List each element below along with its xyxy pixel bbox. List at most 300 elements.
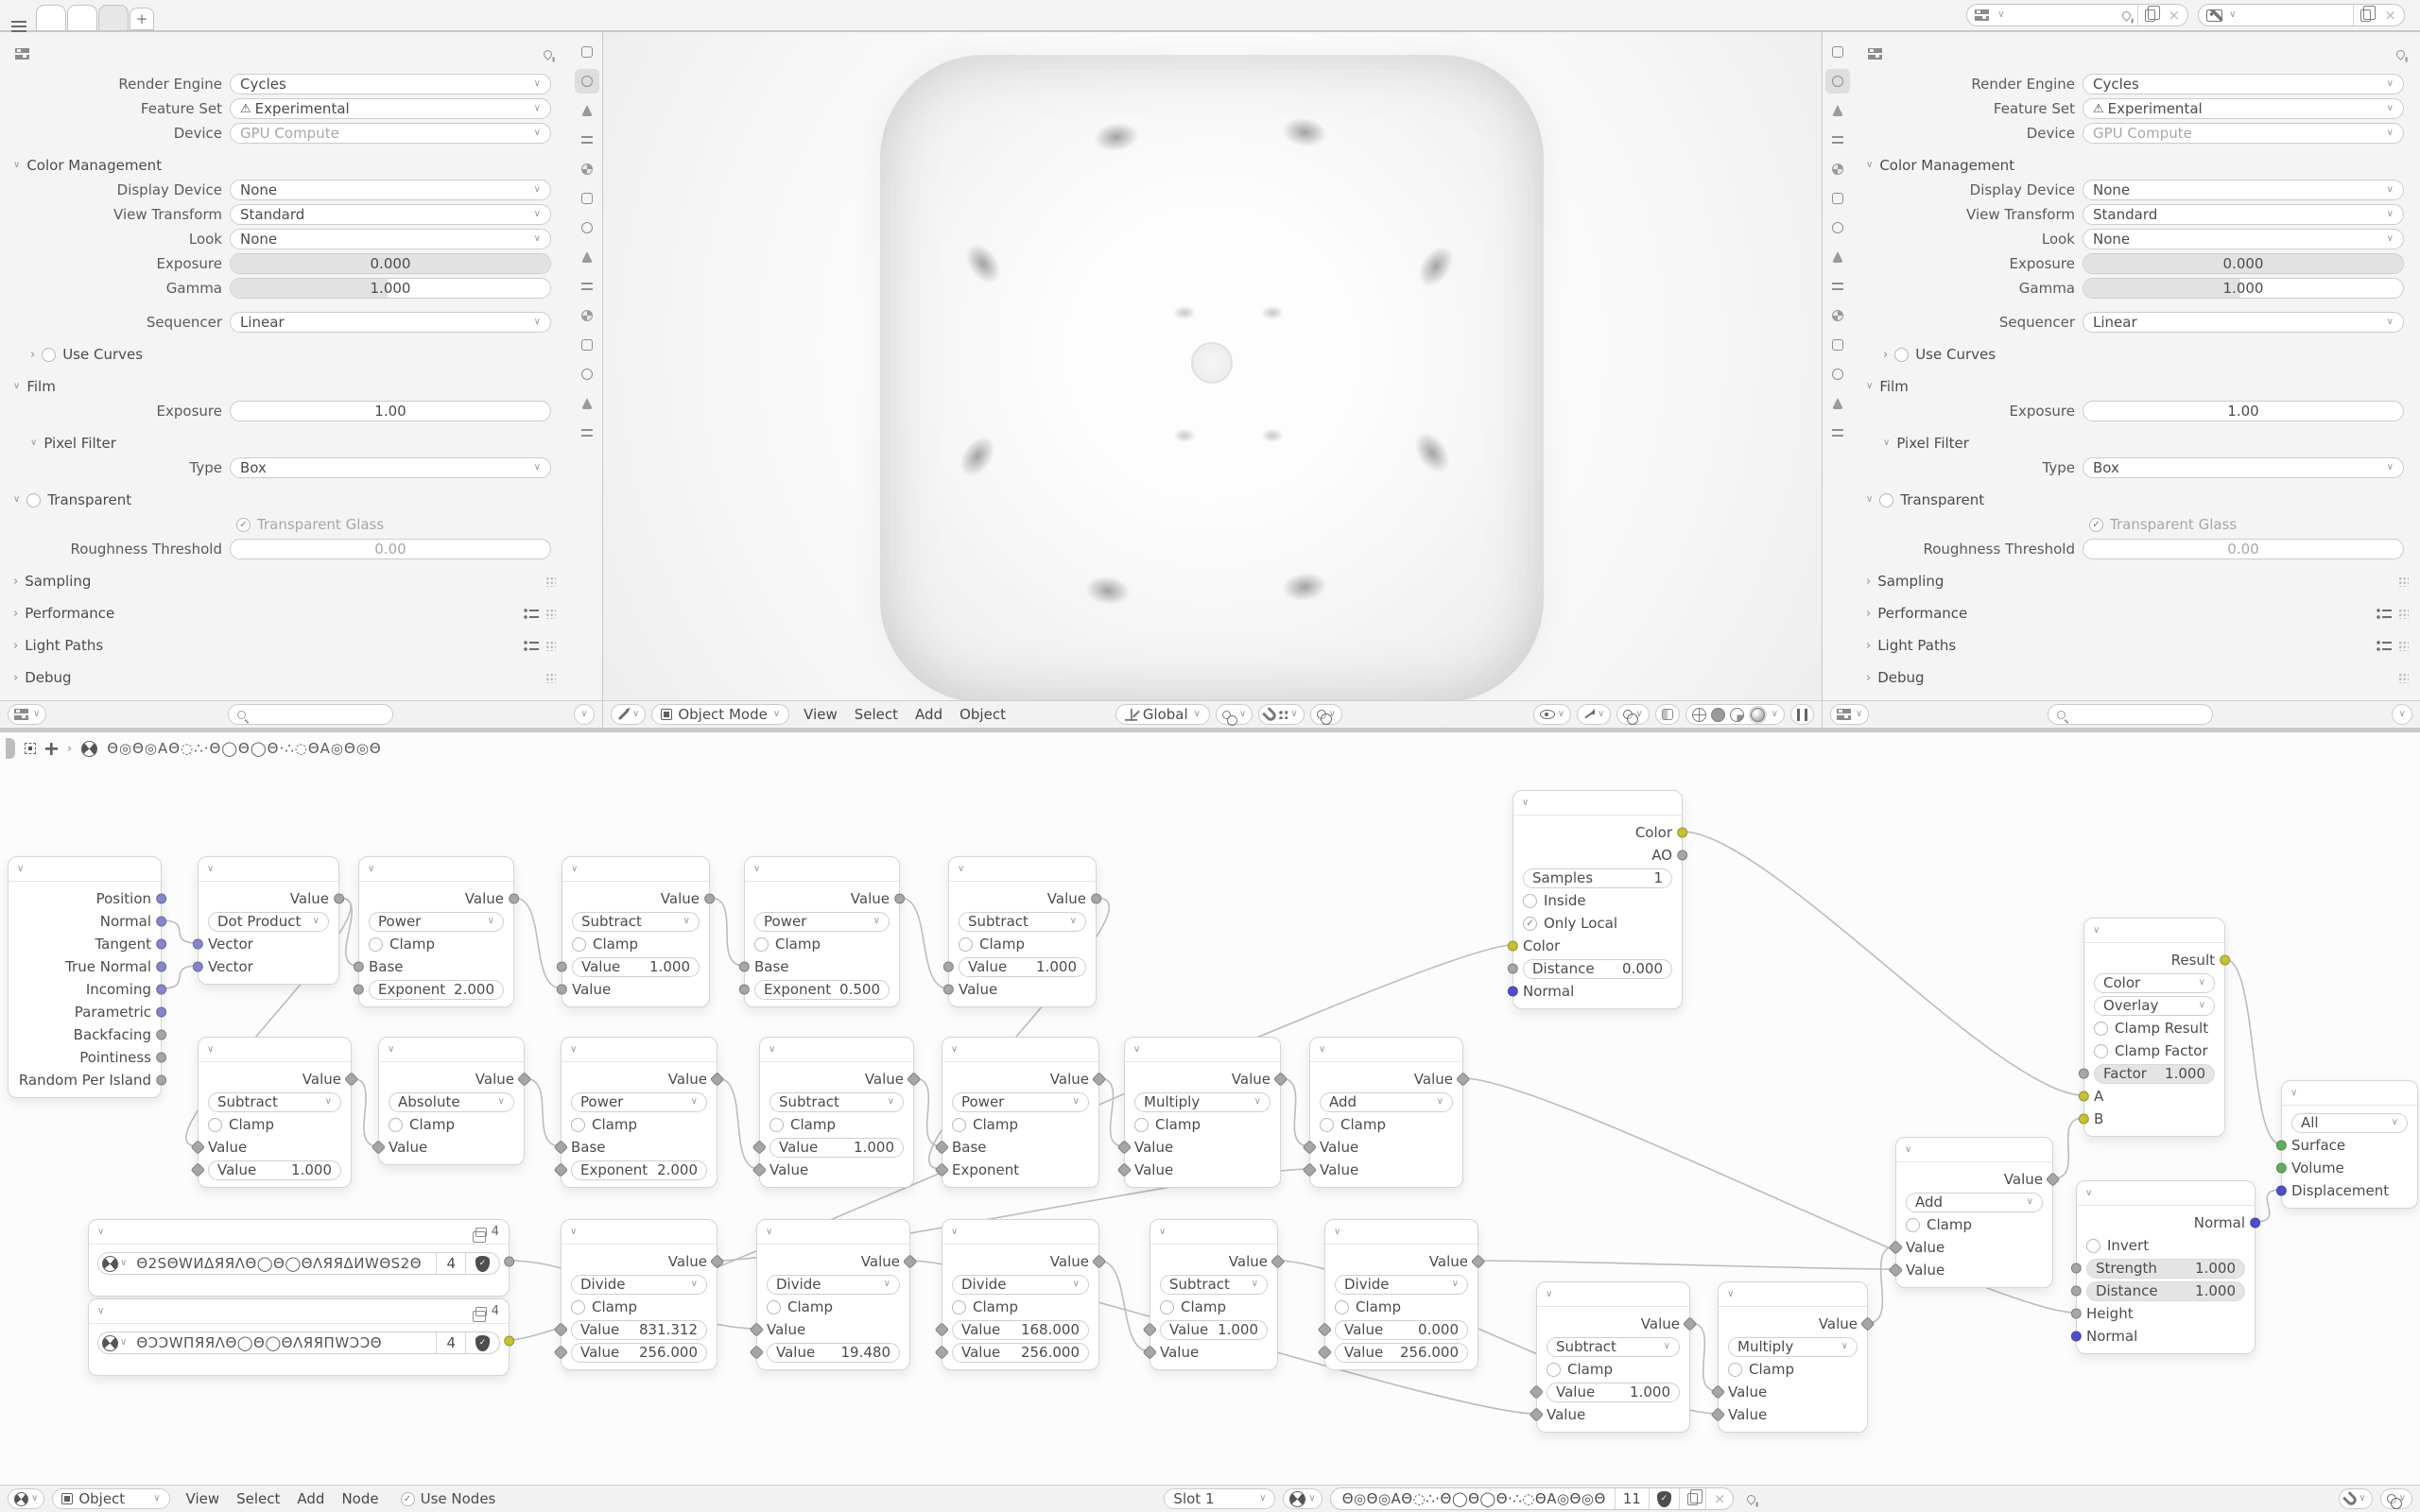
menu-select[interactable]: Select <box>854 706 899 723</box>
node-header[interactable] <box>757 1220 909 1245</box>
socket[interactable] <box>2079 1114 2089 1125</box>
add-tab-button[interactable]: + <box>130 8 154 30</box>
node-header[interactable] <box>199 1038 351 1062</box>
users-count-badge[interactable]: 11 <box>1615 1488 1649 1509</box>
properties-tab-constraints[interactable] <box>1825 333 1850 357</box>
collapse-icon[interactable]: ∨ <box>1522 797 1530 808</box>
socket[interactable] <box>1677 850 1687 861</box>
wireframe-shading-button[interactable] <box>1692 708 1706 722</box>
menu-object[interactable]: Object <box>959 706 1006 723</box>
node-header[interactable] <box>1719 1282 1867 1307</box>
node-header[interactable] <box>562 1220 717 1245</box>
operation-dropdown[interactable] <box>767 1275 900 1295</box>
search-input[interactable] <box>2048 704 2213 725</box>
operation-dropdown[interactable] <box>571 1092 707 1112</box>
properties-tab-particles[interactable] <box>1825 274 1850 299</box>
node-header[interactable] <box>562 857 709 882</box>
node-header[interactable] <box>1896 1138 2052 1162</box>
node-sub4[interactable] <box>759 1037 914 1188</box>
checkbox[interactable] <box>389 1118 403 1132</box>
socket[interactable] <box>2071 1286 2082 1297</box>
unlink-button[interactable]: × <box>1705 1488 1734 1509</box>
collapse-icon[interactable]: ∨ <box>17 863 25 874</box>
value-field[interactable] <box>1547 1383 1680 1402</box>
node-sub6[interactable] <box>1536 1281 1690 1433</box>
image-selector[interactable] <box>2198 4 2405 26</box>
node-header[interactable] <box>9 857 161 882</box>
socket[interactable] <box>156 962 166 972</box>
socket[interactable] <box>193 962 203 972</box>
node-sub5[interactable] <box>1150 1219 1278 1370</box>
gamma-field[interactable] <box>2083 278 2404 299</box>
node-header[interactable] <box>379 1038 524 1062</box>
operation-dropdown[interactable] <box>952 1092 1089 1112</box>
node-header[interactable] <box>199 857 338 882</box>
value-field[interactable] <box>1335 1343 1468 1363</box>
node-header[interactable] <box>2084 919 2224 943</box>
section-film[interactable] <box>1853 374 2420 399</box>
node-header[interactable] <box>359 857 513 882</box>
editor-type-button[interactable]: ∨ <box>1830 704 1869 725</box>
pin-icon[interactable] <box>2120 9 2133 22</box>
checkbox[interactable] <box>42 348 56 362</box>
sequencer-field[interactable] <box>230 312 551 333</box>
display-device-field[interactable] <box>2083 180 2404 200</box>
menu-icon[interactable] <box>11 21 26 23</box>
value-field[interactable] <box>572 957 700 977</box>
collapse-icon[interactable]: ∨ <box>951 1226 959 1237</box>
socket[interactable] <box>557 962 567 972</box>
node-imgB[interactable] <box>88 1298 510 1376</box>
operation-dropdown[interactable] <box>2094 973 2215 993</box>
socket[interactable] <box>557 985 567 995</box>
menu-view[interactable]: View <box>804 706 838 723</box>
list-icon[interactable] <box>524 608 539 620</box>
section-pixel-filter[interactable] <box>0 431 567 455</box>
properties-tab-object[interactable] <box>1825 215 1850 240</box>
properties-tab-object[interactable] <box>575 215 599 240</box>
menu-view[interactable]: View <box>185 1490 220 1507</box>
socket[interactable] <box>1677 828 1687 838</box>
display-device-field[interactable] <box>230 180 551 200</box>
checkbox[interactable]: ✓ <box>236 518 251 532</box>
socket[interactable] <box>1091 894 1101 904</box>
node-bump[interactable] <box>2076 1180 2256 1354</box>
pin-icon[interactable] <box>542 48 554 60</box>
image-datablock[interactable] <box>97 1332 500 1354</box>
node-sub1[interactable] <box>562 856 710 1007</box>
socket[interactable] <box>334 894 344 904</box>
socket[interactable] <box>156 1030 166 1040</box>
socket[interactable] <box>156 1053 166 1063</box>
collapse-icon[interactable]: ∨ <box>958 863 965 874</box>
properties-tab-scene[interactable] <box>575 157 599 181</box>
collapse-icon[interactable]: ∨ <box>97 1305 105 1316</box>
socket[interactable] <box>1508 987 1518 997</box>
operation-dropdown[interactable] <box>389 1092 514 1112</box>
value-field[interactable] <box>769 1138 904 1158</box>
operation-dropdown[interactable] <box>369 912 504 932</box>
gizmo-dropdown[interactable]: ∨ <box>1577 704 1611 725</box>
proportional-editing[interactable]: ∨ <box>1310 704 1342 725</box>
operation-dropdown[interactable] <box>1134 1092 1270 1112</box>
properties-tab-output[interactable] <box>1825 98 1850 123</box>
collapse-icon[interactable]: ∨ <box>2093 924 2100 936</box>
menu-node[interactable]: Node <box>341 1490 379 1507</box>
operation-dropdown[interactable] <box>208 912 329 932</box>
node-header[interactable] <box>2282 1081 2417 1106</box>
node-sub3[interactable] <box>198 1037 352 1188</box>
pin-icon[interactable] <box>2394 48 2407 60</box>
operation-dropdown[interactable] <box>572 912 700 932</box>
node-header[interactable] <box>745 857 899 882</box>
collapse-icon[interactable]: ∨ <box>207 863 215 874</box>
properties-tab-tool[interactable] <box>1825 40 1850 64</box>
shader-node-editor[interactable] <box>0 732 2420 1512</box>
socket[interactable] <box>2276 1186 2287 1196</box>
value-field[interactable] <box>959 957 1086 977</box>
socket[interactable] <box>739 962 750 972</box>
socket[interactable] <box>156 894 166 904</box>
operation-dropdown[interactable] <box>2094 996 2215 1016</box>
collapse-icon[interactable]: ∨ <box>753 863 761 874</box>
node-add2[interactable] <box>1895 1137 2053 1288</box>
list-icon[interactable] <box>524 640 539 652</box>
operation-dropdown[interactable] <box>1547 1337 1680 1357</box>
operation-dropdown[interactable] <box>208 1092 341 1112</box>
snap-target-dropdown[interactable]: ∨ <box>1216 704 1253 725</box>
gamma-field[interactable] <box>230 278 551 299</box>
properties-tab-object-data[interactable] <box>1825 362 1850 387</box>
operation-dropdown[interactable] <box>1335 1275 1468 1295</box>
value-field[interactable] <box>571 1160 707 1180</box>
socket[interactable] <box>704 894 715 904</box>
menu-add[interactable]: Add <box>297 1490 325 1507</box>
section-color-management[interactable] <box>1853 153 2420 178</box>
operation-dropdown[interactable] <box>1906 1193 2043 1212</box>
overlays-dropdown[interactable]: ∨ <box>1616 704 1649 725</box>
operation-dropdown[interactable] <box>571 1275 707 1295</box>
socket[interactable] <box>156 939 166 950</box>
value-field[interactable] <box>1523 868 1672 888</box>
properties-tab-output[interactable] <box>575 98 599 123</box>
annotate-tool-button[interactable]: ∨ <box>611 704 646 725</box>
section-sampling[interactable] <box>1853 569 2420 593</box>
socket[interactable] <box>156 1075 166 1086</box>
view-transform-field[interactable] <box>2083 204 2404 225</box>
device-field[interactable] <box>2083 123 2404 144</box>
workspace-tab[interactable] <box>98 5 129 30</box>
properties-tab-constraints[interactable] <box>575 333 599 357</box>
pause-render-button[interactable] <box>1790 704 1814 725</box>
device-field[interactable] <box>230 123 551 144</box>
section-performance[interactable] <box>0 601 567 626</box>
checkbox[interactable] <box>369 937 383 952</box>
solid-shading-button[interactable] <box>1711 708 1725 722</box>
properties-tab-world[interactable] <box>575 186 599 211</box>
overlays-dropdown[interactable]: ∨ <box>2380 1488 2412 1509</box>
fake-user-toggle[interactable] <box>1649 1488 1679 1509</box>
checkbox[interactable] <box>1523 894 1537 908</box>
node-mul1[interactable] <box>1124 1037 1281 1188</box>
node-add1[interactable] <box>1309 1037 1463 1188</box>
collapse-icon[interactable]: ∨ <box>1546 1288 1553 1299</box>
collapse-icon[interactable]: ∨ <box>766 1226 773 1237</box>
collapse-icon[interactable]: ∨ <box>570 1043 578 1055</box>
collapse-icon[interactable]: ∨ <box>1334 1226 1341 1237</box>
operation-dropdown[interactable] <box>754 912 890 932</box>
node-header[interactable] <box>2077 1181 2255 1206</box>
checkbox[interactable] <box>26 493 41 507</box>
pin-icon[interactable] <box>1746 1493 1758 1505</box>
collapse-icon[interactable]: ∨ <box>1905 1143 1912 1155</box>
properties-tab-object-data[interactable] <box>575 362 599 387</box>
node-out[interactable] <box>2281 1080 2418 1209</box>
collapse-icon[interactable]: ∨ <box>1159 1226 1167 1237</box>
collapse-icon[interactable]: ∨ <box>951 1043 959 1055</box>
roughness-threshold-field[interactable] <box>230 539 551 559</box>
close-icon[interactable]: × <box>2384 6 2396 24</box>
visibility-dropdown[interactable]: ∨ <box>1533 704 1571 725</box>
collapse-icon[interactable]: ∨ <box>2290 1087 2298 1098</box>
node-header[interactable] <box>942 1038 1098 1062</box>
section-light-paths[interactable] <box>0 633 567 658</box>
collapse-icon[interactable]: ∨ <box>97 1226 105 1237</box>
node-mix[interactable] <box>2083 918 2225 1137</box>
checkbox[interactable] <box>2086 1239 2100 1253</box>
collapse-icon[interactable]: ∨ <box>2085 1187 2093 1198</box>
rendered-shading-button[interactable] <box>1749 706 1767 724</box>
list-icon[interactable] <box>2377 608 2392 620</box>
operation-dropdown[interactable] <box>1320 1092 1453 1112</box>
collapse-icon[interactable]: ∨ <box>570 1226 578 1237</box>
socket[interactable] <box>943 962 954 972</box>
section-transparent[interactable] <box>1853 488 2420 512</box>
slot-dropdown[interactable]: Slot 1 ∨ <box>1164 1488 1275 1509</box>
socket[interactable] <box>354 985 364 995</box>
socket[interactable] <box>509 894 519 904</box>
fake-user-toggle[interactable] <box>465 1332 499 1353</box>
look-field[interactable] <box>2083 229 2404 249</box>
section-film[interactable] <box>0 374 567 399</box>
socket[interactable] <box>2071 1263 2082 1274</box>
view-transform-field[interactable] <box>230 204 551 225</box>
node-sub2[interactable] <box>948 856 1097 1007</box>
collapse-button[interactable]: ∨ <box>2392 704 2412 725</box>
value-field[interactable] <box>2086 1259 2245 1279</box>
collapse-icon[interactable]: ∨ <box>769 1043 776 1055</box>
properties-tab-material[interactable] <box>575 391 599 416</box>
checkbox[interactable] <box>1160 1300 1174 1314</box>
collapse-icon[interactable]: ∨ <box>207 1043 215 1055</box>
socket[interactable] <box>504 1257 514 1267</box>
collapse-icon[interactable]: ∨ <box>388 1043 395 1055</box>
node-geo[interactable] <box>8 856 162 1098</box>
properties-tab-scene[interactable] <box>1825 157 1850 181</box>
properties-tab-view-layer[interactable] <box>1825 128 1850 152</box>
section-light-paths[interactable] <box>1853 633 2420 658</box>
feature-set-field[interactable] <box>2083 98 2404 119</box>
properties-tab-modifiers[interactable] <box>1825 245 1850 269</box>
checkbox[interactable] <box>1547 1363 1561 1377</box>
collapse-icon[interactable]: ∨ <box>368 863 375 874</box>
node-div1[interactable] <box>561 1219 717 1370</box>
value-field[interactable] <box>2094 1064 2215 1084</box>
search-input[interactable] <box>228 704 393 725</box>
section-performance[interactable] <box>1853 601 2420 626</box>
checkbox[interactable] <box>1906 1218 1920 1232</box>
socket[interactable] <box>1508 941 1518 952</box>
copy-icon[interactable] <box>2145 9 2155 22</box>
copy-icon[interactable] <box>2360 9 2371 22</box>
value-field[interactable] <box>1335 1320 1468 1340</box>
checkbox[interactable] <box>1879 493 1893 507</box>
properties-tab-view-layer[interactable] <box>575 128 599 152</box>
checkbox[interactable] <box>208 1118 222 1132</box>
users-count-badge[interactable]: 4 <box>436 1332 465 1353</box>
checkbox[interactable] <box>571 1300 585 1314</box>
value-field[interactable] <box>767 1343 900 1363</box>
operation-dropdown[interactable] <box>952 1275 1089 1295</box>
look-field[interactable] <box>230 229 551 249</box>
image-datablock[interactable] <box>97 1252 500 1275</box>
node-pow1[interactable] <box>358 856 514 1007</box>
new-material-button[interactable] <box>1679 1488 1705 1509</box>
socket[interactable] <box>2071 1332 2082 1342</box>
value-field[interactable] <box>2086 1281 2245 1301</box>
section-use-curves[interactable] <box>0 342 567 367</box>
value-field[interactable] <box>208 1160 341 1180</box>
type-field[interactable] <box>2083 457 2404 478</box>
sequencer-field[interactable] <box>2083 312 2404 333</box>
node-imgA[interactable] <box>88 1219 510 1297</box>
node-abs1[interactable] <box>378 1037 525 1165</box>
properties-tab-world[interactable] <box>1825 186 1850 211</box>
workspace-tab[interactable] <box>67 5 97 30</box>
orientation-dropdown[interactable]: Global ∨ <box>1115 704 1210 725</box>
socket[interactable] <box>156 917 166 927</box>
node-ao[interactable] <box>1512 790 1683 1009</box>
section-debug[interactable] <box>1853 665 2420 690</box>
socket[interactable] <box>354 962 364 972</box>
checkbox[interactable] <box>952 1300 966 1314</box>
properties-tab-texture[interactable] <box>575 421 599 445</box>
render-engine-field[interactable] <box>2083 74 2404 94</box>
properties-tab-render[interactable] <box>1825 69 1850 94</box>
material-browse-dropdown[interactable]: ∨ <box>1283 1488 1322 1509</box>
node-header[interactable] <box>1325 1220 1478 1245</box>
value-field[interactable] <box>369 980 504 1000</box>
node-pow4[interactable] <box>942 1037 1099 1188</box>
checkbox[interactable] <box>2094 1022 2108 1036</box>
exposure-field[interactable] <box>230 401 551 421</box>
properties-tab-particles[interactable] <box>575 274 599 299</box>
exposure-field[interactable] <box>2083 253 2404 274</box>
checkbox[interactable]: ✓ <box>2089 518 2103 532</box>
node-mul2[interactable] <box>1718 1281 1868 1433</box>
properties-tab-render[interactable] <box>575 69 599 94</box>
scene-selector[interactable] <box>1966 4 2188 26</box>
snap-toggle[interactable]: ∨ <box>1258 704 1304 725</box>
socket[interactable] <box>943 985 954 995</box>
viewport-3d[interactable] <box>603 32 1822 728</box>
value-field[interactable] <box>952 1320 1089 1340</box>
node-header[interactable] <box>949 857 1096 882</box>
mode-dropdown[interactable]: Object Mode ∨ <box>651 704 789 725</box>
socket[interactable] <box>2250 1218 2260 1228</box>
section-use-curves[interactable] <box>1853 342 2420 367</box>
material-shading-button[interactable] <box>1730 708 1744 722</box>
section-pixel-filter[interactable] <box>1853 431 2420 455</box>
checkbox[interactable] <box>571 1118 585 1132</box>
checkbox[interactable] <box>769 1118 784 1132</box>
checkbox[interactable] <box>1320 1118 1334 1132</box>
socket[interactable] <box>2220 955 2230 966</box>
editor-type-button[interactable]: ∨ <box>8 1488 44 1509</box>
type-field[interactable] <box>230 457 551 478</box>
socket[interactable] <box>2276 1141 2287 1151</box>
operation-dropdown[interactable] <box>1728 1337 1858 1357</box>
collapse-icon[interactable]: ∨ <box>1319 1043 1326 1055</box>
value-field[interactable] <box>571 1343 707 1363</box>
collapse-icon[interactable]: ∨ <box>571 863 579 874</box>
checkbox[interactable] <box>767 1300 781 1314</box>
properties-tab-material[interactable] <box>1825 391 1850 416</box>
properties-tab-tool[interactable] <box>575 40 599 64</box>
value-field[interactable] <box>1160 1320 1268 1340</box>
checkbox[interactable] <box>754 937 769 952</box>
socket[interactable] <box>739 985 750 995</box>
checkbox[interactable] <box>959 937 973 952</box>
list-icon[interactable] <box>2377 640 2392 652</box>
properties-tab-physics[interactable] <box>1825 303 1850 328</box>
operation-dropdown[interactable] <box>1160 1275 1268 1295</box>
section-transparent[interactable] <box>0 488 567 512</box>
checkbox[interactable] <box>1134 1118 1149 1132</box>
socket[interactable] <box>1508 964 1518 974</box>
node-header[interactable] <box>1537 1282 1689 1307</box>
feature-set-field[interactable] <box>230 98 551 119</box>
section-color-management[interactable] <box>0 153 567 178</box>
node-header[interactable] <box>1125 1038 1280 1062</box>
collapse-icon[interactable]: ∨ <box>1133 1043 1141 1055</box>
socket[interactable] <box>156 985 166 995</box>
socket[interactable] <box>2071 1309 2082 1319</box>
checkbox[interactable] <box>952 1118 966 1132</box>
operation-dropdown[interactable] <box>769 1092 904 1112</box>
menu-select[interactable]: Select <box>236 1490 281 1507</box>
checkbox[interactable] <box>572 937 586 952</box>
close-icon[interactable]: × <box>2168 6 2181 24</box>
properties-tab-modifiers[interactable] <box>575 245 599 269</box>
operation-dropdown[interactable] <box>2291 1113 2408 1133</box>
checkbox[interactable] <box>2094 1044 2108 1058</box>
node-pow3[interactable] <box>561 1037 717 1188</box>
node-div3[interactable] <box>942 1219 1099 1370</box>
fake-user-toggle[interactable] <box>465 1253 499 1274</box>
render-engine-field[interactable] <box>230 74 551 94</box>
node-header[interactable] <box>1150 1220 1277 1245</box>
socket[interactable] <box>193 939 203 950</box>
properties-tab-texture[interactable] <box>1825 421 1850 445</box>
socket[interactable] <box>894 894 905 904</box>
node-header[interactable] <box>89 1220 509 1245</box>
node-pow2[interactable] <box>744 856 900 1007</box>
value-field[interactable] <box>952 1343 1089 1363</box>
node-dot[interactable] <box>198 856 339 985</box>
value-field[interactable] <box>754 980 890 1000</box>
node-header[interactable] <box>1310 1038 1462 1062</box>
